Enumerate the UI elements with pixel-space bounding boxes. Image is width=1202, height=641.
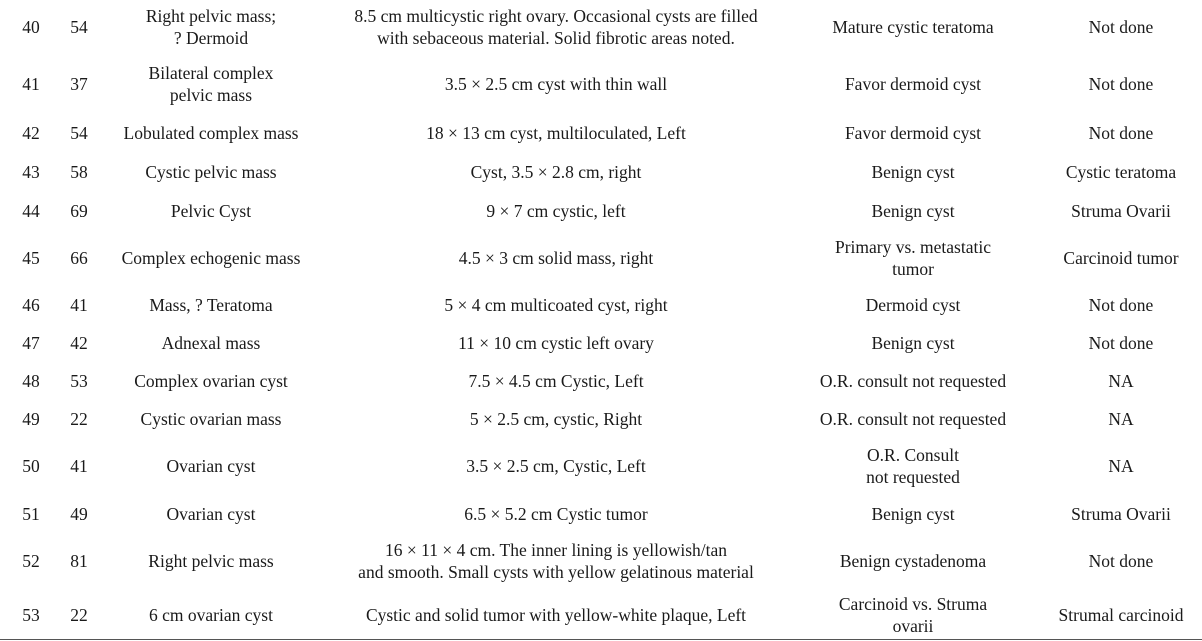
table-row [0,588,1202,641]
age-cell: 81 [70,550,88,571]
case-number-cell: 42 [22,123,40,143]
case-number-cell: 50 [22,456,40,476]
table-row [0,324,1202,362]
case-number-cell: 48 [22,371,40,391]
age-cell: 53 [70,371,88,391]
age-cell: 41 [70,456,88,476]
case-number-cell: 40 [22,17,40,37]
clinical-diagnosis-cell: Ovarian cyst [166,503,256,524]
case-number-cell: 43 [22,161,40,182]
ultrasound-findings-cell: 8.5 cm multicystic right ovary. Occasional cysts are filled with sebaceous material. Solid fibrotic areas noted. [354,6,758,48]
final-diagnosis-cell: NA [1108,371,1134,391]
frozen-section-cell: O.R. consult not requested [819,371,1007,391]
clinical-diagnosis-cell: Right pelvic mass; ? Dermoid [145,6,277,48]
table-row [0,191,1202,230]
table-row [0,400,1202,438]
final-diagnosis-cell: Struma Ovarii [1071,503,1171,524]
clinical-diagnosis-cell: Lobulated complex mass [123,123,299,143]
table-row [0,362,1202,400]
case-number-cell: 46 [22,294,40,315]
final-diagnosis-cell: Not done [1088,17,1154,37]
frozen-section-cell: Mature cystic teratoma [832,17,994,37]
clinical-diagnosis-cell: Bilateral complex pelvic mass [148,63,274,105]
final-diagnosis-cell: Not done [1088,550,1154,571]
age-cell: 54 [70,123,88,143]
frozen-section-cell: Favor dermoid cyst [844,74,982,94]
final-diagnosis-cell: Not done [1088,333,1154,353]
final-diagnosis-cell: Carcinoid tumor [1063,247,1179,268]
clinical-diagnosis-cell: Complex ovarian cyst [134,371,288,391]
age-cell: 54 [70,17,88,37]
clinical-diagnosis-cell: Complex echogenic mass [121,247,301,268]
ultrasound-findings-cell: 3.5 × 2.5 cm, Cystic, Left [466,456,646,476]
final-diagnosis-cell: Cystic teratoma [1065,161,1177,182]
table-row [0,533,1202,588]
frozen-section-cell: Benign cyst [871,200,955,221]
frozen-section-cell: Benign cyst [871,161,955,182]
frozen-section-cell: Primary vs. metastatic tumor [834,236,991,279]
age-cell: 22 [70,604,88,625]
final-diagnosis-cell: Not done [1088,294,1154,315]
table-row [0,54,1202,114]
ultrasound-findings-cell: Cyst, 3.5 × 2.8 cm, right [470,161,642,182]
age-cell: 37 [70,74,88,94]
ultrasound-findings-cell: 16 × 11 × 4 cm. The inner lining is yellowish/tan and smooth. Small cysts with yellow gelatinous material [358,539,754,582]
frozen-section-cell: Favor dermoid cyst [844,123,982,143]
case-number-cell: 49 [22,409,40,429]
age-cell: 41 [70,294,88,315]
clinical-diagnosis-cell: Ovarian cyst [166,456,256,476]
ultrasound-findings-cell: 18 × 13 cm cyst, multiloculated, Left [426,123,686,143]
ultrasound-findings-cell: 5 × 2.5 cm, cystic, Right [469,409,643,429]
frozen-section-cell: Benign cyst [871,503,955,524]
clinical-diagnosis-cell: Right pelvic mass [148,550,274,571]
age-cell: 42 [70,333,88,353]
clinical-diagnosis-cell: 6 cm ovarian cyst [149,604,273,625]
clinical-diagnosis-cell: Cystic ovarian mass [140,409,282,429]
final-diagnosis-cell: NA [1108,409,1134,429]
table-row [0,438,1202,494]
ultrasound-findings-cell: 6.5 × 5.2 cm Cystic tumor [464,503,648,524]
final-diagnosis-cell: NA [1108,456,1134,476]
clinical-diagnosis-cell: Adnexal mass [161,333,261,353]
age-cell: 49 [70,503,88,524]
age-cell: 22 [70,409,88,429]
final-diagnosis-cell: Struma Ovarii [1071,200,1171,221]
frozen-section-cell: O.R. consult not requested [819,409,1007,429]
case-number-cell: 51 [22,503,40,524]
table-row [0,0,1202,54]
frozen-section-cell: O.R. Consult not requested [866,445,960,487]
ultrasound-findings-cell: 7.5 × 4.5 cm Cystic, Left [468,371,644,391]
ultrasound-findings-cell: 5 × 4 cm multicoated cyst, right [444,294,668,315]
clinical-diagnosis-cell: Pelvic Cyst [170,200,252,221]
final-diagnosis-cell: Not done [1088,74,1154,94]
table-bottom-rule [0,639,1202,640]
ultrasound-findings-cell: 11 × 10 cm cystic left ovary [458,333,654,353]
clinical-diagnosis-cell: Mass, ? Teratoma [149,294,273,315]
table-row [0,114,1202,152]
final-diagnosis-cell: Strumal carcinoid [1058,604,1184,625]
frozen-section-cell: Benign cystadenoma [839,550,987,571]
table-row [0,285,1202,324]
table-row [0,152,1202,191]
ultrasound-findings-cell: Cystic and solid tumor with yellow-white plaque, Left [365,604,747,625]
age-cell: 66 [70,247,88,268]
ultrasound-findings-cell: 4.5 × 3 cm solid mass, right [458,247,654,268]
ultrasound-findings-cell: 3.5 × 2.5 cm cyst with thin wall [444,74,668,94]
case-number-cell: 45 [22,247,40,268]
table-row [0,494,1202,533]
age-cell: 58 [70,161,88,182]
table-row [0,230,1202,285]
ultrasound-findings-cell: 9 × 7 cm cystic, left [486,200,626,221]
age-cell: 69 [70,200,88,221]
case-number-cell: 47 [22,333,40,353]
frozen-section-cell: Carcinoid vs. Struma ovarii [838,593,988,636]
case-number-cell: 53 [22,604,40,625]
case-number-cell: 52 [22,550,40,571]
frozen-section-cell: Dermoid cyst [865,294,961,315]
clinical-diagnosis-cell: Cystic pelvic mass [145,161,277,182]
final-diagnosis-cell: Not done [1088,123,1154,143]
frozen-section-cell: Benign cyst [871,333,955,353]
case-number-cell: 44 [22,200,40,221]
case-number-cell: 41 [22,74,40,94]
